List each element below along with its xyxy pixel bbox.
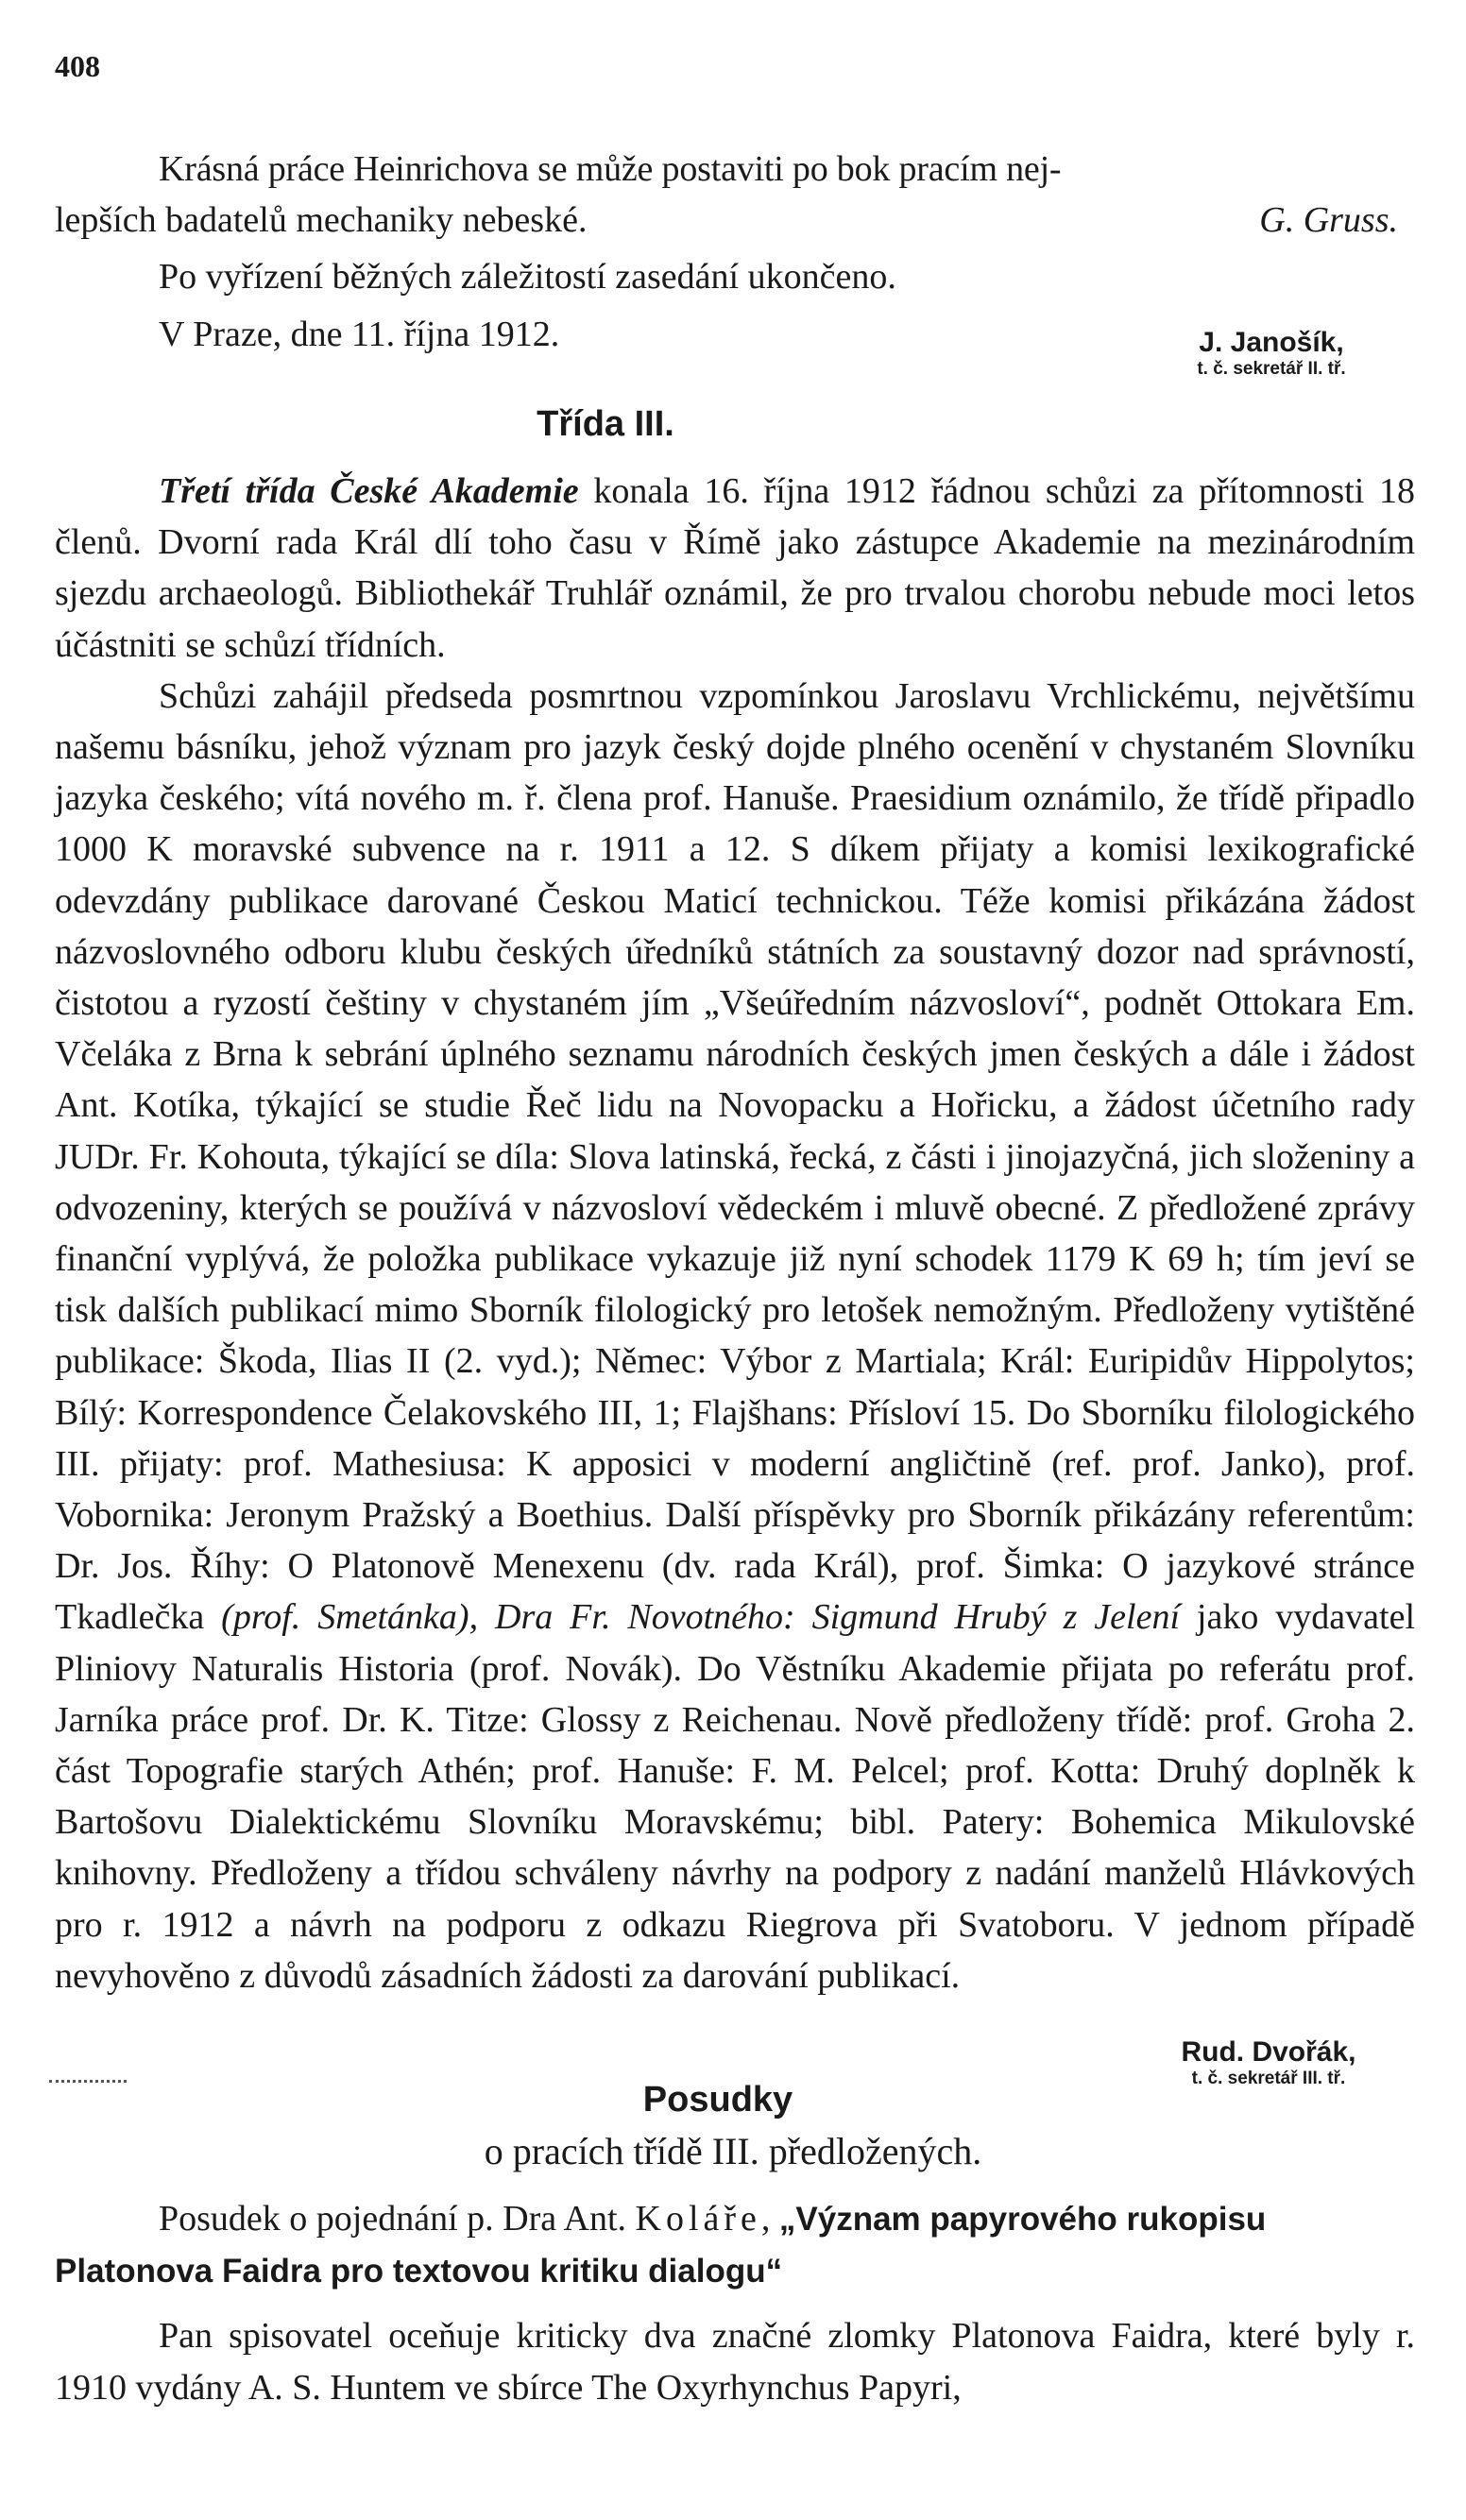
class3-paragraph-1 [55,466,1415,671]
posudky-subheading: o pracích třídě III. předložených. [484,2130,982,2172]
posudky-heading: Posudky [642,2080,793,2120]
signature-janosik [1149,327,1394,380]
review-paragraph: Pan spisovatel oceňuje kriticky dva značné zlomky Platonova Faidra, které byly r. 1910 vydány A. S. Huntem ve sbírce The Oxyrhynchus Papyri, [55,2316,1415,2408]
review-block [55,2193,1415,2413]
review-author-name: Koláře [635,2199,761,2239]
academy-name: Třetí třída České Akademie [159,471,579,511]
class3-report [55,466,1415,2001]
class3-paragraph-2 [55,671,1415,2001]
intro-line-1: Krásná práce Heinrichova se může postaviti po bok pracím nej- [159,149,1062,189]
signature-name: Rud. Dvořák, [1181,2036,1356,2068]
signature-title: t. č. sekretář III. tř. [1191,2069,1346,2088]
class3-paragraph-2-b: jako vydavatel Pliniovy Naturalis Historia (prof. Novák). Do Věstníku Akademie přijata po referátu prof. Jarníka práce prof. Dr. K. Titze: Glossy z Reichenau. Nově předloženy třídě: prof. Groha 2. část Topografie starých Athén; prof. Hanuše: F. M. Pelcel; prof. Kotta: Druhý doplněk k Bartošovu Dialektickému Slovníku Moravskému; bibl. Patery: Bohemica Mikulovské knihovny. Předloženy a třídou schváleny návrhy na podpory z nadání manželů Hlávkových pro r. 1912 a návrh na podporu z odkazu Riegrova při Svatoboru. V jednom případě nevyhověno z důvodů zásadních žádosti za darování publikací. [55,1597,1415,1996]
date-line: V Praze, dne 11. října 1912. [159,314,560,354]
signature-title: t. č. sekretář II. tř. [1197,359,1346,379]
intro-line-2 [55,195,1415,246]
review-author: G. Gruss. [1259,200,1398,241]
class3-paragraph-2-a: Schůzi zahájil předseda posmrtnou vzpomínkou Jaroslavu Vrchlickému, největšímu našemu básníku, jehož význam pro jazyk český dojde plného ocenění v chystaném Slovníku jazyka českého; vítá nového m. ř. člena prof. Hanuše. Praesidium oznámilo, že třídě připadlo 1000 K moravské subvence na r. 1911 a 12. S díkem přijaty a komisi lexikografické odevzdány publikace darované Českou Maticí technickou. Téže komisi přikázána žádost názvoslovného odboru klubu českých úředníků státních za soustavný dozor nad správností, čistotou a ryzostí češtiny v chystaném jím „Všeúředním názvosloví“, podnět Ottokara Em. Včeláka z Brna k sebrání úplného seznamu národních českých jmen českých a dále i žádost Ant. Kotíka, týkající se studie Řeč lidu na Novopacku a Hořicku, a žádost účetního rady JUDr. Fr. Kohouta, týkající se díla: Slova latinská, řecká, z části i jinojazyčná, jich složeniny a odvozeniny, kterých se používá v názvosloví vědeckém i mluvě obecné. Z předložené zprávy finanční vyplývá, že položka publikace vykazuje již nyní schodek 1179 K 69 h; tím jeví se tisk dalších publikací mimo Sborník filologický pro letošek nemožným. Předloženy vytištěné publikace: Škoda, Ilias II (2. vyd.); Němec: Výbor z Martiala; Král: Euripidův Hippolytos; Bílý: Korrespondence Čelakovského III, 1; Flajšhans: Přísloví 15. Do Sborníku filologického III. přijaty: prof. Mathesiusa: K apposici v moderní angličtině (ref. prof. Janko), prof. Vobornika: Jeronym Pražský a Boethius. Další příspěvky pro Sborník přikázány referentům: Dr. Jos. Říhy: O Platonově Menexenu (dv. rada Král), prof. Šimka: O jazykové stránce Tkadlečka [55,675,1415,1638]
class3-paragraph-2-italic: (prof. Smetánka), Dra Fr. Novotného: Sigmund Hrubý z Jelení [221,1597,1180,1638]
intro-line-2-text: lepších badatelů mechaniky nebeské. [55,200,588,241]
review-lead-b: , [760,2199,779,2239]
review-title: „Význam papyrového rukopisu Platonova Faidra pro textovou kritiku dialogu“ [55,2201,1267,2290]
page-number: 408 [55,49,100,83]
review-lead [55,2193,1415,2297]
class3-paragraph-1-text: konala 16. října 1912 řádnou schůzi za přítomnosti 18 členů. Dvorní rada Král dlí toho času v Římě jako zástupce Akademie na mezinárodním sjezdu archaeologů. Bibliothekář Truhlář oznámil, že pro trvalou chorobu nebude moci letos účástniti se schůzí třídních. [55,471,1415,665]
signature-name: J. Janošík, [1199,327,1344,358]
section-heading: Třída III. [537,404,674,444]
closing-line: Po vyřízení běžných záležitostí zasedání ukončeno. [159,257,896,298]
review-lead-a: Posudek o pojednání p. Dra Ant. [159,2199,636,2239]
